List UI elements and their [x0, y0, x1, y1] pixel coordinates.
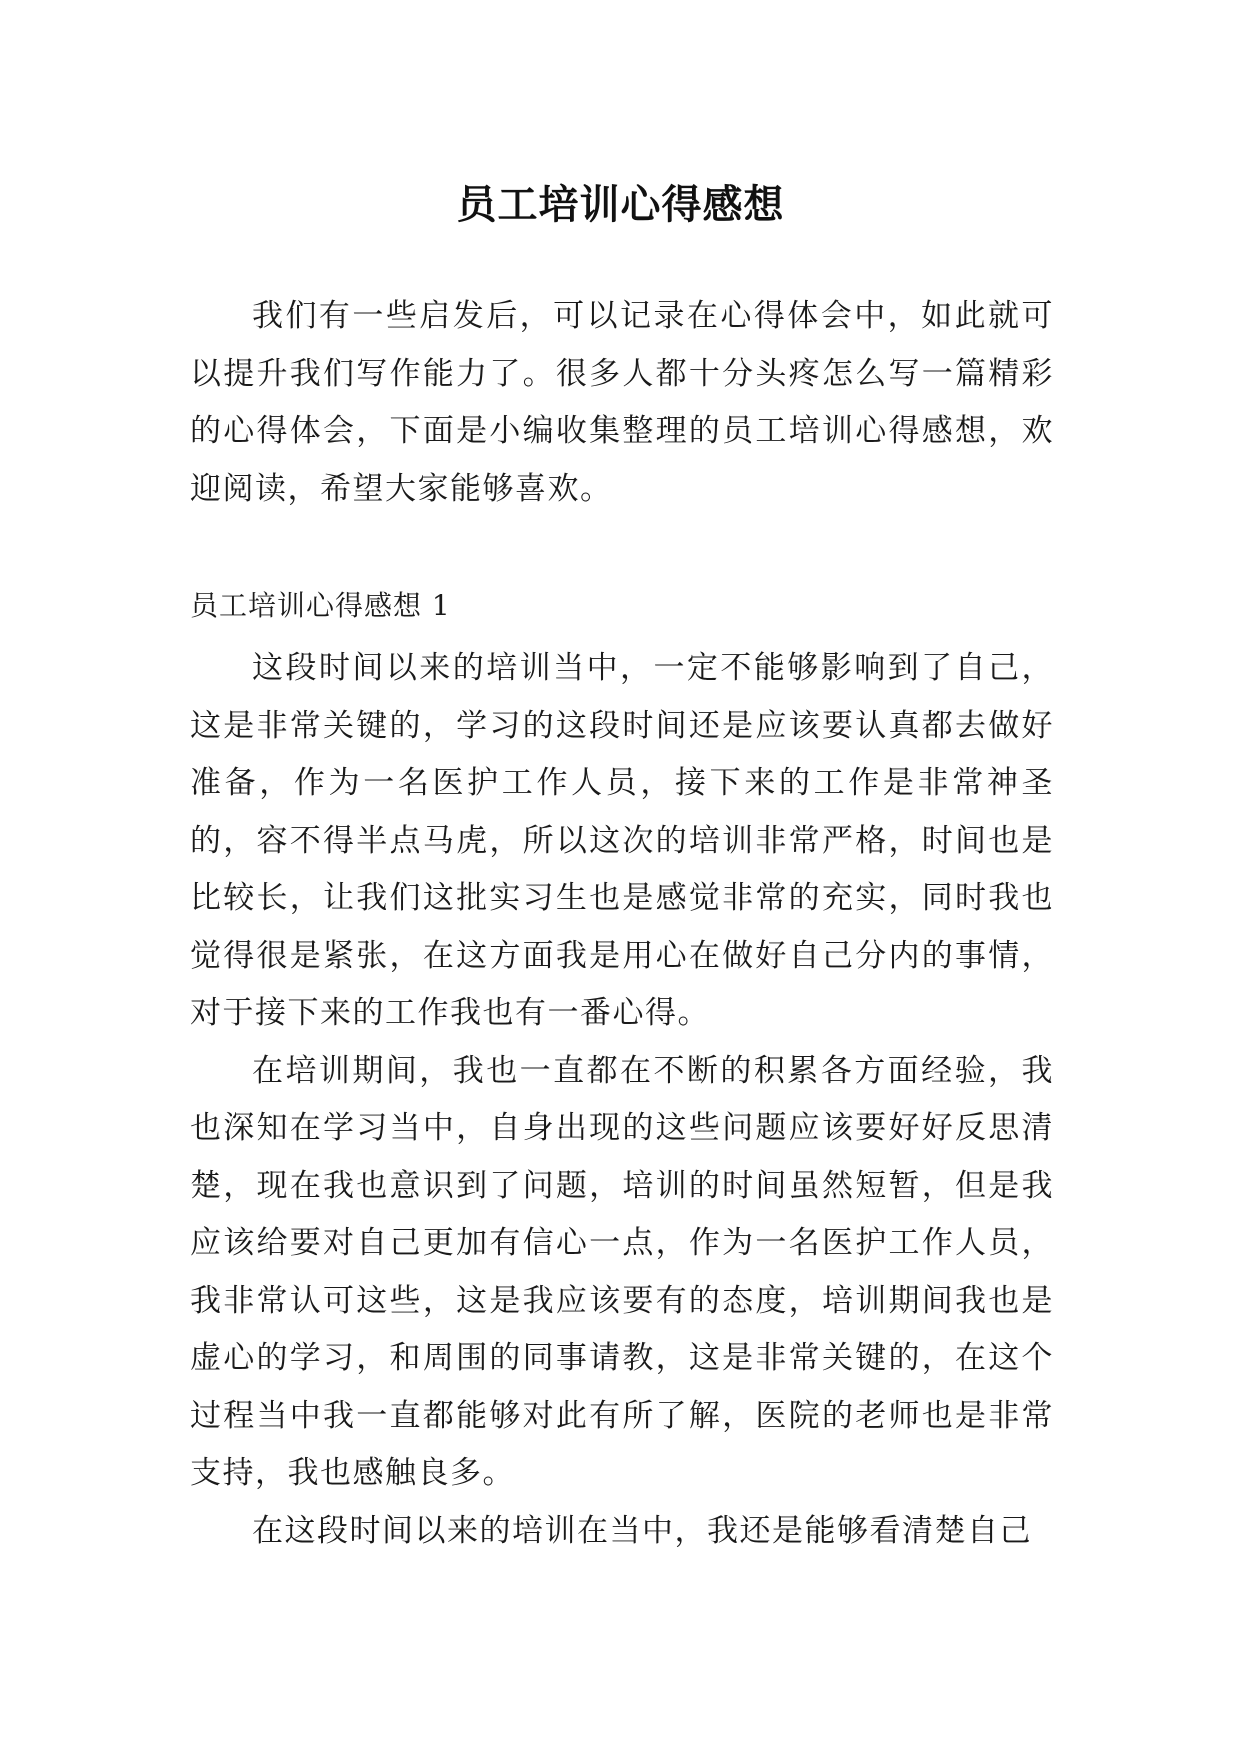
body-paragraph-3: 在这段时间以来的培训在当中，我还是能够看清楚自己: [252, 1512, 1032, 1549]
body-paragraph-2: 在培训期间，我也一直都在不断的积累各方面经验，我也深知在学习当中，自身出现的这些问题应该要好好反思清楚，现在我也意识到了问题，培训的时间虽然短暂，但是我应该给要对自己更加有信心一点，作为一名医护工作人员，我非常认可这些，这是我应该要有的态度，培训期间我也是虚心的学习，和周围的同事请教，这是非常关键的，在这个过程当中我一直都能够对此有所了解，医院的老师也是非常支持，我也感触良多。: [190, 1052, 1054, 1491]
intro-paragraph: 我们有一些启发后，可以记录在心得体会中，如此就可以提升我们写作能力了。很多人都十分头疼怎么写一篇精彩的心得体会，下面是小编收集整理的员工培训心得感想，欢迎阅读，希望大家能够喜欢。: [190, 298, 1054, 507]
section-1: [190, 584, 1054, 1560]
document-title: 员工培训心得感想: [456, 180, 785, 228]
section-heading: 员工培训心得感想 1: [190, 589, 451, 622]
intro-section: [190, 288, 1054, 518]
body-paragraph-1: 这段时间以来的培训当中，一定不能够影响到了自己，这是非常关键的，学习的这段时间还是应该要认真都去做好准备，作为一名医护工作人员，接下来的工作是非常神圣的，容不得半点马虎，所以这次的培训非常严格，时间也是比较长，让我们这批实习生也是感觉非常的充实，同时我也觉得很是紧张，在这方面我是用心在做好自己分内的事情，对于接下来的工作我也有一番心得。: [190, 650, 1054, 1031]
